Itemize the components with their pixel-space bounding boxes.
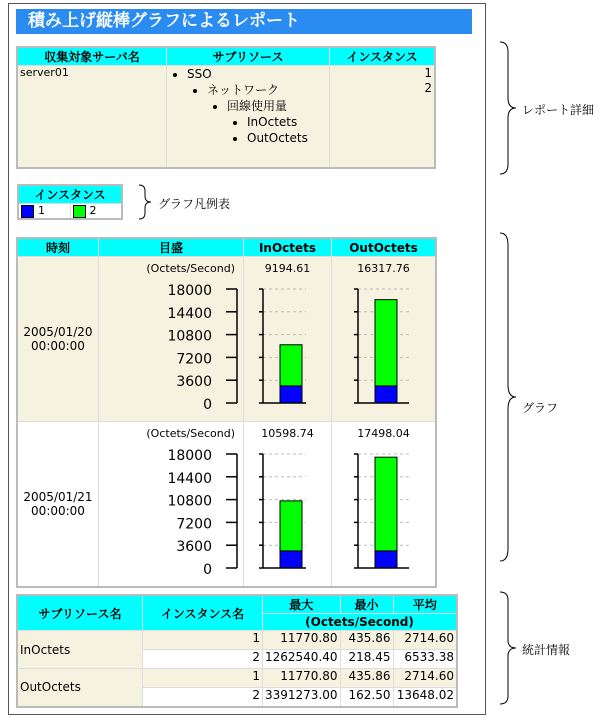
bar-segment-instance-2 [280, 345, 302, 386]
tree-item: • SSO [187, 66, 327, 82]
legend-label: 1 [38, 204, 45, 217]
bar-segment-instance-2 [375, 300, 397, 386]
instance-cell: 1 [143, 631, 263, 650]
instance-value: 1 [424, 66, 432, 80]
graph-table [16, 237, 437, 588]
tick-label: 7200 [176, 516, 212, 533]
instance-cell: 2 [143, 688, 263, 707]
legend-item [70, 204, 122, 219]
time: 00:00:00 [31, 339, 85, 353]
bar-segment-instance-1 [280, 551, 302, 568]
bar-segment-instance-1 [375, 386, 397, 403]
server-name: server01 [17, 66, 167, 169]
header-subresource: サブリソース [167, 47, 330, 66]
date: 2005/01/20 [23, 325, 93, 339]
header-max: 最大 [263, 595, 341, 614]
max-cell: 1262540.40 [263, 650, 341, 669]
avg-cell: 2714.60 [393, 669, 457, 688]
tick-label: 3600 [176, 374, 212, 391]
outoctets-chart [332, 422, 435, 583]
brace-icon [500, 592, 516, 704]
header-server: 収集対象サーバ名 [17, 47, 167, 66]
annotation-report-details: レポート詳細 [522, 103, 595, 117]
time: 00:00:00 [31, 504, 85, 518]
tree-item: • 回線使用量 [227, 98, 327, 114]
date: 2005/01/21 [23, 490, 93, 504]
tick-label: 10800 [167, 493, 212, 510]
bar-segment-instance-1 [375, 551, 397, 568]
header-scale: 目盛 [99, 238, 244, 257]
total-value-label: 16317.76 [357, 262, 410, 275]
total-value-label: 17498.04 [357, 427, 410, 440]
table-row [17, 631, 457, 650]
total-value-label: 10598.74 [261, 427, 314, 440]
instance-value: 2 [424, 81, 432, 95]
legend-item [18, 204, 70, 219]
header-avg: 平均 [393, 595, 457, 614]
outoctets-chart [332, 257, 435, 418]
annotation-statistics: 統計情報 [522, 643, 571, 657]
annotation-graph: グラフ [522, 401, 559, 415]
header-instance: インスタンス [330, 47, 436, 66]
header-subresource-name: サブリソース名 [17, 595, 143, 631]
header-instance-name: インスタンス名 [143, 595, 263, 631]
max-cell: 11770.80 [263, 631, 341, 650]
total-value-label: 9194.61 [264, 262, 311, 275]
tick-label: 3600 [176, 539, 212, 556]
min-cell: 162.50 [340, 688, 393, 707]
tick-label: 0 [203, 562, 212, 578]
max-cell: 3391273.00 [263, 688, 341, 707]
annotation-legend: グラフ凡例表 [158, 197, 231, 211]
header-outoctets: OutOctets [332, 238, 437, 257]
min-cell: 435.86 [340, 669, 393, 688]
bar-segment-instance-1 [280, 386, 302, 403]
y-axis-scale [99, 422, 243, 583]
y-axis-scale [99, 257, 243, 418]
min-cell: 218.45 [340, 650, 393, 669]
legend-swatch-blue [21, 205, 34, 218]
report-details-table [16, 46, 436, 169]
statistics-table [16, 594, 458, 708]
bar-segment-instance-2 [280, 501, 302, 551]
tick-label: 14400 [167, 470, 212, 487]
header-min: 最小 [340, 595, 393, 614]
page-title: 積み上げ縦棒グラフによるレポート [16, 9, 472, 34]
instance-cell: 2 [143, 650, 263, 669]
tree-item: • OutOctets [247, 130, 327, 146]
tick-label: 7200 [176, 351, 212, 368]
instance-cell: 1 [143, 669, 263, 688]
tick-label: 18000 [167, 448, 212, 464]
avg-cell: 2714.60 [393, 631, 457, 650]
tick-label: 14400 [167, 305, 212, 322]
graph-row [17, 257, 436, 422]
subresource-name: OutOctets [17, 669, 143, 707]
legend-header: インスタンス [18, 185, 122, 204]
header-inoctets: InOctets [244, 238, 332, 257]
tick-label: 18000 [167, 283, 212, 299]
unit-label: (Octets/Second) [146, 262, 235, 275]
bar-segment-instance-2 [375, 457, 397, 551]
graph-row [17, 422, 436, 588]
inoctets-chart [244, 422, 331, 583]
avg-cell: 13648.02 [393, 688, 457, 707]
brace-icon [500, 42, 516, 174]
legend-swatch-green [73, 205, 86, 218]
unit-label: (Octets/Second) [146, 427, 235, 440]
subresource-name: InOctets [17, 631, 143, 669]
tick-label: 10800 [167, 328, 212, 345]
table-row [17, 669, 457, 688]
tree-item: • InOctets [247, 114, 327, 130]
max-cell: 11770.80 [263, 669, 341, 688]
legend-table [17, 184, 123, 220]
inoctets-chart [244, 257, 331, 418]
legend-label: 2 [89, 204, 97, 217]
tree-item: • ネットワーク [207, 82, 327, 98]
brace-icon [500, 233, 516, 561]
min-cell: 435.86 [340, 631, 393, 650]
avg-cell: 6533.38 [393, 650, 457, 669]
subresource-tree [167, 66, 330, 169]
header-unit: (Octets/Second) [263, 614, 458, 631]
header-time: 時刻 [17, 238, 99, 257]
tick-label: 0 [203, 397, 212, 413]
